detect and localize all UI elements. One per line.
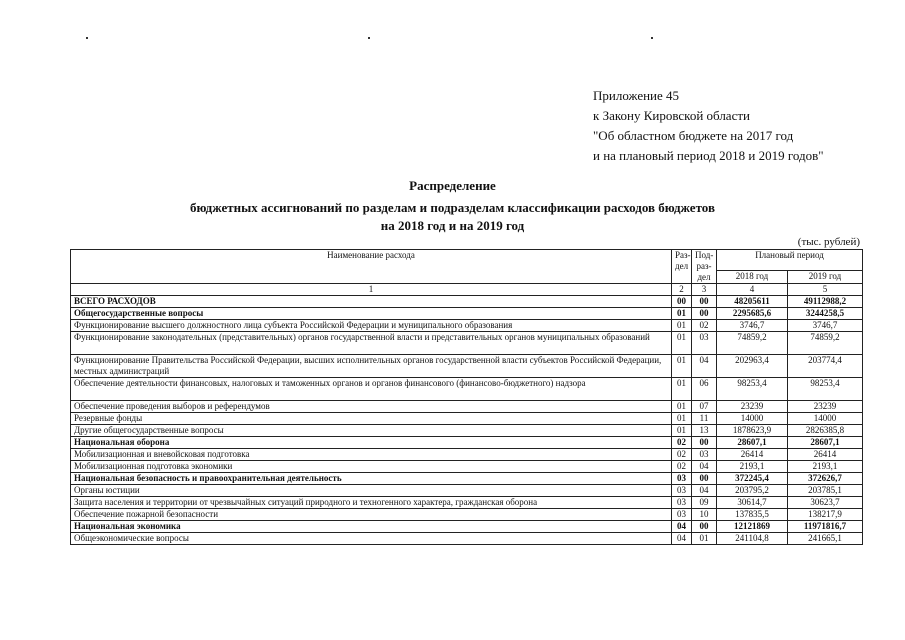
row-name: Защита населения и территории от чрезвычайных ситуаций природного и техногенного характера, гражданская оборона — [71, 497, 672, 509]
annex-line: к Закону Кировской области — [593, 108, 750, 123]
header-period: Плановый период — [717, 250, 863, 271]
row-value-2018: 2295685,6 — [717, 308, 788, 320]
row-razdel: 04 — [672, 533, 692, 545]
row-value-2019: 30623,7 — [788, 497, 863, 509]
document-title: Распределение — [409, 178, 496, 193]
row-value-2018: 28607,1 — [717, 437, 788, 449]
row-razdel: 01 — [672, 308, 692, 320]
row-razdel: 01 — [672, 320, 692, 332]
row-value-2018: 23239 — [717, 401, 788, 413]
row-name: Резервные фонды — [71, 413, 672, 425]
row-podrazdel: 00 — [692, 473, 717, 485]
row-name: Обеспечение деятельности финансовых, налоговых и таможенных органов и органов финансового (финансово-бюджетного) надзора — [71, 378, 672, 401]
row-name: Функционирование высшего должностного лица субъекта Российской Федерации и муниципального образования — [71, 320, 672, 332]
row-podrazdel: 04 — [692, 485, 717, 497]
row-podrazdel: 03 — [692, 332, 717, 355]
row-razdel: 00 — [672, 296, 692, 308]
row-podrazdel: 11 — [692, 413, 717, 425]
row-name: Национальная оборона — [71, 437, 672, 449]
header-name: Наименование расхода — [71, 250, 672, 284]
table-row — [71, 425, 863, 437]
table-row — [71, 437, 863, 449]
row-value-2019: 372626,7 — [788, 473, 863, 485]
row-value-2018: 98253,4 — [717, 378, 788, 401]
document-subtitle: бюджетных ассигнований по разделам и подразделам классификации расходов бюджетов — [189, 200, 715, 215]
row-value-2019: 241665,1 — [788, 533, 863, 545]
header-year-2019: 2019 год — [788, 271, 863, 284]
row-podrazdel: 07 — [692, 401, 717, 413]
row-razdel: 03 — [672, 509, 692, 521]
row-name: Общеэкономические вопросы — [71, 533, 672, 545]
row-value-2018: 14000 — [717, 413, 788, 425]
table-row — [71, 378, 863, 401]
header-year-2018: 2018 год — [717, 271, 788, 284]
row-value-2019: 138217,9 — [788, 509, 863, 521]
row-value-2018: 1878623,9 — [717, 425, 788, 437]
header-podrazdel: Под-раз-дел — [692, 250, 717, 284]
row-razdel: 01 — [672, 401, 692, 413]
row-value-2019: 3746,7 — [788, 320, 863, 332]
row-value-2018: 137835,5 — [717, 509, 788, 521]
row-razdel: 04 — [672, 521, 692, 533]
table-body — [71, 296, 863, 545]
row-razdel: 02 — [672, 449, 692, 461]
row-podrazdel: 10 — [692, 509, 717, 521]
row-razdel: 02 — [672, 437, 692, 449]
row-value-2019: 11971816,7 — [788, 521, 863, 533]
table-row — [71, 296, 863, 308]
row-value-2019: 23239 — [788, 401, 863, 413]
scan-speck — [86, 37, 88, 39]
row-podrazdel: 01 — [692, 533, 717, 545]
row-value-2019: 98253,4 — [788, 378, 863, 401]
column-number: 1 — [71, 284, 672, 296]
row-podrazdel: 00 — [692, 308, 717, 320]
row-name: Обеспечение пожарной безопасности — [71, 509, 672, 521]
table-row — [71, 521, 863, 533]
scan-speck — [651, 37, 653, 39]
row-podrazdel: 02 — [692, 320, 717, 332]
row-podrazdel: 03 — [692, 449, 717, 461]
table-row — [71, 401, 863, 413]
row-podrazdel: 04 — [692, 355, 717, 378]
row-podrazdel: 13 — [692, 425, 717, 437]
row-name: Обеспечение проведения выборов и референдумов — [71, 401, 672, 413]
table-row — [71, 485, 863, 497]
row-value-2018: 241104,8 — [717, 533, 788, 545]
annex-block — [593, 86, 824, 166]
row-value-2018: 30614,7 — [717, 497, 788, 509]
row-podrazdel: 00 — [692, 296, 717, 308]
table-row — [71, 533, 863, 545]
row-name: Общегосударственные вопросы — [71, 308, 672, 320]
row-name: Функционирование законодательных (представительных) органов государственной власти и представительных органов муниципальных образований — [71, 332, 672, 355]
table-row — [71, 509, 863, 521]
row-value-2019: 203774,4 — [788, 355, 863, 378]
table-row — [71, 497, 863, 509]
row-name: Мобилизационная и вневойсковая подготовка — [71, 449, 672, 461]
row-name: Органы юстиции — [71, 485, 672, 497]
row-razdel: 01 — [672, 425, 692, 437]
annex-line: "Об областном бюджете на 2017 год — [593, 128, 794, 143]
document-subtitle: на 2018 год и на 2019 год — [380, 218, 525, 233]
row-value-2018: 203795,2 — [717, 485, 788, 497]
row-razdel: 01 — [672, 355, 692, 378]
row-name: Национальная безопасность и правоохранительная деятельность — [71, 473, 672, 485]
row-value-2019: 49112988,2 — [788, 296, 863, 308]
scan-speck — [368, 37, 370, 39]
row-value-2018: 74859,2 — [717, 332, 788, 355]
table-row — [71, 320, 863, 332]
row-value-2019: 28607,1 — [788, 437, 863, 449]
column-number: 5 — [788, 284, 863, 296]
column-number: 4 — [717, 284, 788, 296]
row-podrazdel: 09 — [692, 497, 717, 509]
header-razdel: Раз-дел — [672, 250, 692, 284]
row-razdel: 03 — [672, 473, 692, 485]
table-row — [71, 355, 863, 378]
row-value-2019: 3244258,5 — [788, 308, 863, 320]
column-number: 2 — [672, 284, 692, 296]
row-razdel: 03 — [672, 497, 692, 509]
annex-line: Приложение 45 — [593, 88, 680, 103]
row-podrazdel: 00 — [692, 437, 717, 449]
table-row — [71, 332, 863, 355]
table-row — [71, 461, 863, 473]
row-value-2018: 26414 — [717, 449, 788, 461]
row-podrazdel: 00 — [692, 521, 717, 533]
row-value-2019: 14000 — [788, 413, 863, 425]
annex-line: и на плановый период 2018 и 2019 годов" — [593, 148, 824, 163]
row-name: Другие общегосударственные вопросы — [71, 425, 672, 437]
row-razdel: 01 — [672, 413, 692, 425]
row-name: Функционирование Правительства Российской Федерации, высших исполнительных органов государственной власти субъектов Российской Федерации, местных администраций — [71, 355, 672, 378]
row-value-2018: 12121869 — [717, 521, 788, 533]
row-podrazdel: 06 — [692, 378, 717, 401]
row-razdel: 02 — [672, 461, 692, 473]
table-row — [71, 449, 863, 461]
row-value-2018: 48205611 — [717, 296, 788, 308]
row-value-2018: 3746,7 — [717, 320, 788, 332]
row-razdel: 01 — [672, 332, 692, 355]
table-row — [71, 473, 863, 485]
row-value-2019: 26414 — [788, 449, 863, 461]
row-value-2019: 74859,2 — [788, 332, 863, 355]
table-row — [71, 413, 863, 425]
row-podrazdel: 04 — [692, 461, 717, 473]
column-number: 3 — [692, 284, 717, 296]
expenditure-table — [70, 249, 863, 545]
row-value-2019: 2826385,8 — [788, 425, 863, 437]
row-value-2018: 372245,4 — [717, 473, 788, 485]
row-name: Национальная экономика — [71, 521, 672, 533]
row-name: Мобилизационная подготовка экономики — [71, 461, 672, 473]
row-value-2019: 2193,1 — [788, 461, 863, 473]
table-row — [71, 308, 863, 320]
row-value-2018: 2193,1 — [717, 461, 788, 473]
row-razdel: 03 — [672, 485, 692, 497]
row-razdel: 01 — [672, 378, 692, 401]
units-label: (тыс. рублей) — [797, 236, 860, 248]
row-name: ВСЕГО РАСХОДОВ — [71, 296, 672, 308]
row-value-2019: 203785,1 — [788, 485, 863, 497]
row-value-2018: 202963,4 — [717, 355, 788, 378]
